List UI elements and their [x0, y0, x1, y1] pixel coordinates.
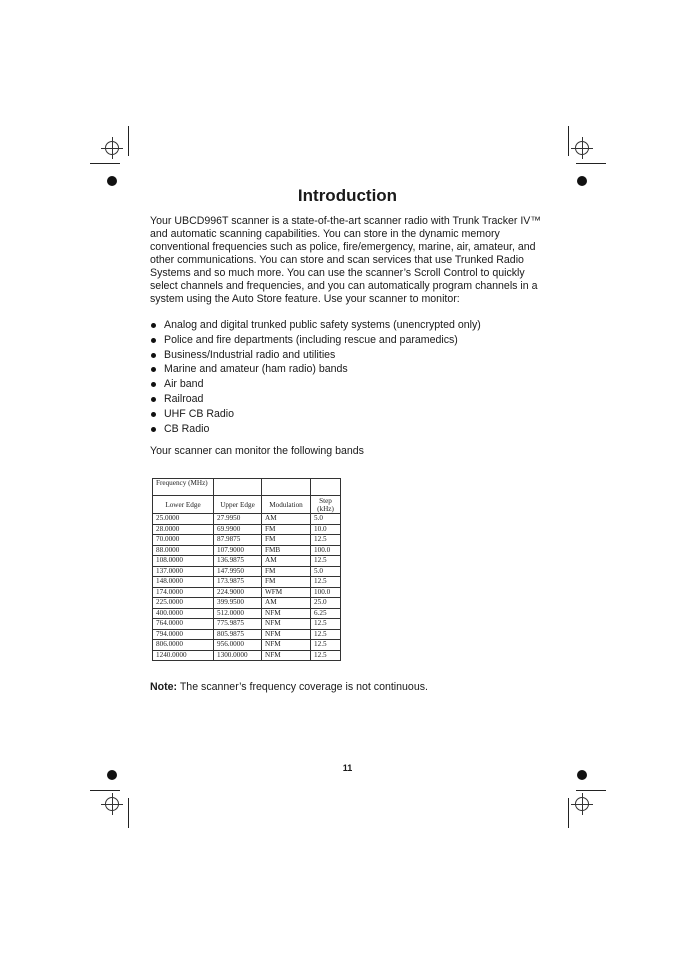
table-cell: 12.5: [311, 535, 341, 546]
table-row: [153, 619, 341, 630]
table-cell: 100.0: [311, 545, 341, 556]
table-cell: 12.5: [311, 640, 341, 651]
table-cell: NFM: [262, 629, 311, 640]
column-header: Modulation: [262, 496, 311, 514]
table-cell: 224.9000: [214, 587, 262, 598]
table-cell: 88.0000: [153, 545, 214, 556]
table-cell: 69.9900: [214, 524, 262, 535]
bands-intro-text: Your scanner can monitor the following bands: [150, 445, 364, 457]
table-cell: 12.5: [311, 619, 341, 630]
table-cell: NFM: [262, 619, 311, 630]
table-cell: 107.9000: [214, 545, 262, 556]
crosshair-icon: [105, 141, 119, 155]
table-cell: 12.5: [311, 629, 341, 640]
table-cell: 100.0: [311, 587, 341, 598]
crop-mark-bottom-left-v: [128, 798, 129, 828]
table-cell: 1300.0000: [214, 650, 262, 661]
table-row: [153, 524, 341, 535]
table-cell: 25.0000: [153, 514, 214, 525]
table-row: [153, 535, 341, 546]
table-cell: FM: [262, 524, 311, 535]
crop-mark-bottom-right-v: [568, 798, 569, 828]
table-row: [153, 650, 341, 661]
table-cell: 28.0000: [153, 524, 214, 535]
coverage-note: [150, 681, 428, 693]
list-item: Business/Industrial radio and utilities: [150, 348, 481, 363]
note-label: Note:: [150, 681, 178, 693]
crop-mark-bottom-right-h: [576, 790, 606, 791]
page-number: 11: [342, 763, 353, 773]
table-cell: FM: [262, 566, 311, 577]
list-item: Analog and digital trunked public safety systems (unencrypted only): [150, 318, 481, 333]
table-cell: 775.9875: [214, 619, 262, 630]
table-cell: 174.0000: [153, 587, 214, 598]
table-cell: 25.0: [311, 598, 341, 609]
crop-mark-top-left-v: [128, 126, 129, 156]
table-row: [153, 629, 341, 640]
table-cell: 5.0: [311, 514, 341, 525]
table-group-header: Frequency (MHz): [153, 479, 214, 496]
table-cell: WFM: [262, 587, 311, 598]
table-cell: 805.9875: [214, 629, 262, 640]
table-cell: FMB: [262, 545, 311, 556]
crop-mark-top-right-h: [576, 163, 606, 164]
crosshair-icon: [105, 797, 119, 811]
table-row: [153, 587, 341, 598]
crop-mark-bottom-left-h: [90, 790, 120, 791]
table-cell: 148.0000: [153, 577, 214, 588]
table-cell: 794.0000: [153, 629, 214, 640]
table-cell: 70.0000: [153, 535, 214, 546]
table-row: [153, 577, 341, 588]
table-row: [153, 556, 341, 567]
table-cell: 12.5: [311, 650, 341, 661]
frequency-table: [152, 478, 341, 661]
table-cell: 806.0000: [153, 640, 214, 651]
table-cell: 147.9950: [214, 566, 262, 577]
table-cell: 5.0: [311, 566, 341, 577]
page-title: Introduction: [297, 186, 398, 205]
table-cell: 225.0000: [153, 598, 214, 609]
table-cell: FM: [262, 577, 311, 588]
table-row: [153, 514, 341, 525]
list-item: Marine and amateur (ham radio) bands: [150, 362, 481, 377]
table-cell: 399.9500: [214, 598, 262, 609]
column-header: Lower Edge: [153, 496, 214, 514]
table-row: [153, 640, 341, 651]
table-cell: 400.0000: [153, 608, 214, 619]
table-cell: 87.9875: [214, 535, 262, 546]
table-cell: NFM: [262, 608, 311, 619]
table-cell: 956.0000: [214, 640, 262, 651]
crosshair-icon: [575, 797, 589, 811]
registration-dot-icon: [107, 176, 117, 186]
table-cell: NFM: [262, 650, 311, 661]
table-cell: 137.0000: [153, 566, 214, 577]
table-row: [153, 545, 341, 556]
table-cell: 764.0000: [153, 619, 214, 630]
crop-mark-top-left-h: [90, 163, 120, 164]
table-cell: 12.5: [311, 577, 341, 588]
column-header: Step (kHz): [311, 496, 341, 514]
table-cell: FM: [262, 535, 311, 546]
column-header: Upper Edge: [214, 496, 262, 514]
table-cell: NFM: [262, 640, 311, 651]
list-item: Air band: [150, 377, 481, 392]
table-cell: AM: [262, 514, 311, 525]
intro-paragraph: Your UBCD996T scanner is a state-of-the-art scanner radio with Trunk Tracker IV™ and automatic scanning capabilities. You can store in the dynamic memory conventional frequencies such as police, fire/emergency, marine, air, amateur, and other communications. You can store and scan services that use Trunked Radio Systems and so much more. You can use the scanner’s Scroll Control to quickly select channels and frequencies, and you can automatically program channels in a system using the Auto Store feature. Use your scanner to monitor:: [150, 215, 541, 305]
crop-mark-top-right-v: [568, 126, 569, 156]
table-cell: 136.9875: [214, 556, 262, 567]
note-text: The scanner’s frequency coverage is not continuous.: [177, 681, 428, 693]
table-cell: 6.25: [311, 608, 341, 619]
table-row: [153, 598, 341, 609]
registration-dot-icon: [577, 176, 587, 186]
table-row: [153, 566, 341, 577]
table-cell: 27.9950: [214, 514, 262, 525]
list-item: UHF CB Radio: [150, 407, 481, 422]
table-cell: AM: [262, 598, 311, 609]
table-cell: 173.9875: [214, 577, 262, 588]
crosshair-icon: [575, 141, 589, 155]
table-cell: 108.0000: [153, 556, 214, 567]
table-cell: 12.5: [311, 556, 341, 567]
table-row: [153, 608, 341, 619]
table-cell: AM: [262, 556, 311, 567]
list-item: Railroad: [150, 392, 481, 407]
table-cell: 1240.0000: [153, 650, 214, 661]
monitor-list: [150, 318, 481, 436]
table-cell: 10.0: [311, 524, 341, 535]
table-body: [153, 514, 341, 661]
list-item: CB Radio: [150, 422, 481, 437]
list-item: Police and fire departments (including rescue and paramedics): [150, 333, 481, 348]
table-cell: 512.0000: [214, 608, 262, 619]
